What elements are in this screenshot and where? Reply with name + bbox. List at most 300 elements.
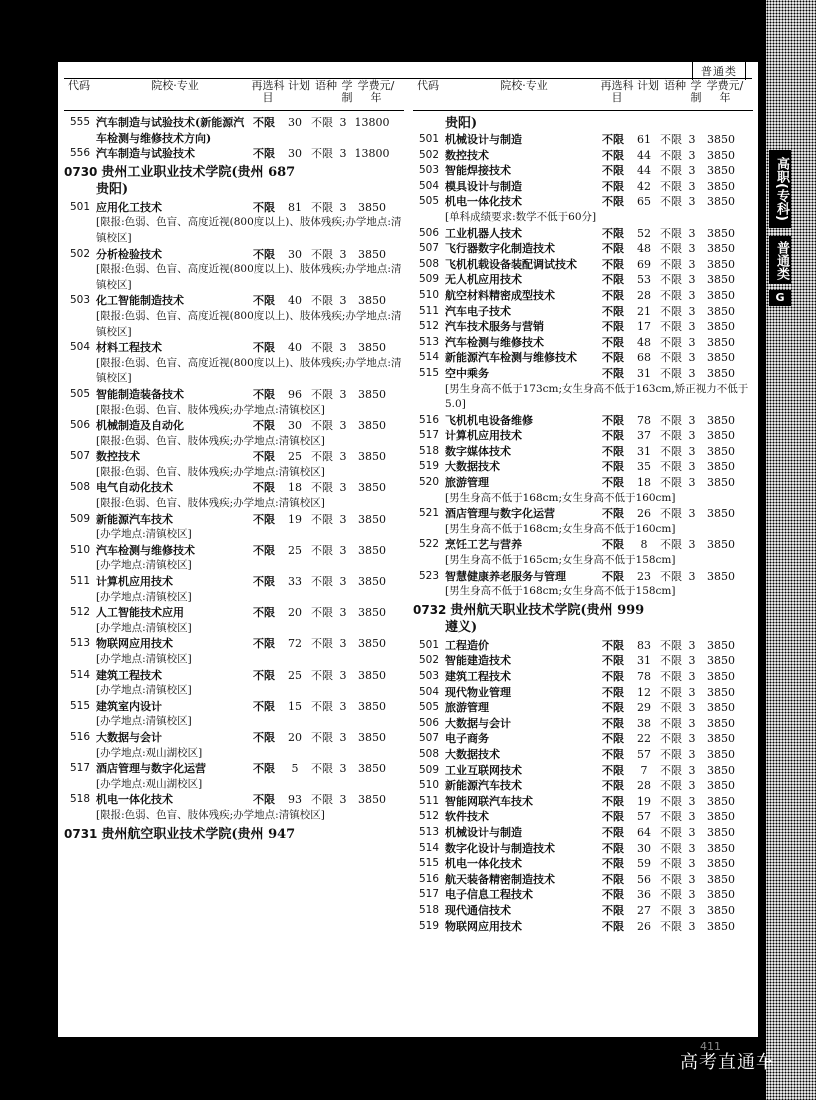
- major-code: 509: [418, 273, 439, 286]
- tuition-fee: 3850: [358, 341, 386, 355]
- subject-requirement: 不限: [253, 387, 275, 401]
- duration-years: 3: [688, 133, 696, 146]
- plan-count: 5: [291, 762, 299, 776]
- major-name: 智能建造技术: [445, 654, 511, 668]
- section-tab-vocational[interactable]: 高职(专科): [769, 150, 791, 228]
- school-name: 贵州工业职业技术学院(贵州: [101, 164, 264, 180]
- subject-requirement: 不限: [253, 730, 275, 744]
- major-code: 519: [418, 460, 439, 473]
- tuition-fee: 3850: [358, 512, 386, 526]
- requirement-note: [男生身高不低于168cm;女生身高不低于160cm]: [445, 491, 676, 504]
- duration-years: 3: [688, 429, 696, 443]
- tuition-fee: 3850: [358, 637, 386, 651]
- major-code: 504: [69, 341, 90, 354]
- tuition-fee: 3850: [358, 606, 386, 620]
- plan-count: 83: [637, 638, 651, 652]
- major-name: 材料工程技术: [96, 341, 162, 355]
- subject-requirement: 不限: [602, 257, 624, 271]
- school-heading: [413, 602, 753, 636]
- major-code: 506: [418, 716, 439, 729]
- subject-requirement: 不限: [602, 903, 624, 917]
- language: 不限: [660, 654, 682, 668]
- subject-requirement: 不限: [602, 273, 624, 287]
- left-entries: [64, 115, 404, 843]
- table-row: [413, 653, 753, 669]
- table-row: [413, 272, 753, 288]
- major-code: 514: [418, 841, 439, 854]
- major-code: 514: [69, 668, 90, 681]
- tuition-fee: 3850: [358, 793, 386, 807]
- duration-years: 3: [688, 304, 696, 318]
- subject-requirement: 不限: [253, 341, 275, 355]
- language: 不限: [660, 320, 682, 334]
- plan-count: 12: [637, 685, 651, 699]
- major-code: 523: [418, 569, 439, 582]
- language: 不限: [660, 460, 682, 474]
- major-code: 511: [418, 304, 439, 317]
- requirement-note: [限报:色弱、色盲、肢体残疾;办学地点:清镇校区]: [96, 403, 325, 416]
- plan-count: 30: [288, 247, 302, 261]
- plan-count: 37: [637, 429, 651, 443]
- language: 不限: [660, 304, 682, 318]
- subject-requirement: 不限: [253, 575, 275, 589]
- school-heading-line: [413, 602, 753, 619]
- major-name: 现代物业管理: [445, 685, 511, 699]
- language: 不限: [660, 273, 682, 287]
- plan-count: 22: [637, 732, 651, 746]
- plan-count: 96: [288, 387, 302, 401]
- school-code: 0731: [64, 826, 98, 841]
- major-name: 机械设计与制造: [445, 133, 522, 146]
- subject-requirement: 不限: [253, 762, 275, 776]
- watermark: 高考直通车: [680, 1052, 775, 1073]
- tuition-fee: 3850: [707, 654, 735, 668]
- major-code: 516: [418, 872, 439, 885]
- language: 不限: [660, 919, 682, 933]
- table-row: [413, 903, 753, 919]
- major-name: 工业机器人技术: [445, 226, 522, 240]
- requirement-note: [办学地点:观山湖校区]: [96, 746, 203, 759]
- tuition-fee: 3850: [358, 543, 386, 557]
- major-code: 505: [69, 387, 90, 400]
- subject-requirement: 不限: [602, 242, 624, 256]
- tuition-fee: 13800: [354, 147, 390, 161]
- major-code: 517: [418, 888, 439, 901]
- subject-requirement: 不限: [253, 512, 275, 526]
- major-code: 512: [69, 606, 90, 619]
- subject-requirement: 不限: [602, 429, 624, 443]
- major-name: 智能焊接技术: [445, 164, 511, 178]
- plan-count: 69: [637, 257, 651, 271]
- major-code: 509: [418, 763, 439, 776]
- subject-requirement: 不限: [253, 147, 275, 161]
- major-name: 新能源汽车技术: [96, 512, 173, 526]
- duration-years: 3: [688, 716, 696, 730]
- tuition-fee: 3850: [358, 668, 386, 682]
- language: 不限: [660, 732, 682, 746]
- plan-count: 26: [637, 507, 651, 521]
- table-row: [413, 887, 753, 903]
- table-row: [64, 512, 404, 528]
- major-code: 503: [418, 670, 439, 682]
- language: 不限: [660, 763, 682, 777]
- table-row: [413, 148, 753, 164]
- duration-years: 3: [688, 507, 696, 521]
- subject-requirement: 不限: [602, 825, 624, 839]
- table-row: [64, 699, 404, 715]
- duration-years: 3: [339, 699, 347, 713]
- section-tab-general[interactable]: 普通类: [769, 236, 791, 284]
- column-header: [64, 80, 404, 111]
- major-name: 电子信息工程技术: [445, 888, 533, 902]
- major-code: 518: [69, 793, 90, 806]
- table-row: [413, 669, 753, 685]
- subject-requirement: 不限: [253, 450, 275, 464]
- plan-count: 40: [288, 294, 302, 308]
- table-row: [413, 537, 753, 553]
- subject-requirement: 不限: [602, 685, 624, 699]
- plan-count: 7: [640, 763, 648, 777]
- plan-count: 17: [637, 320, 651, 334]
- major-name: 机械制造及自动化: [96, 419, 184, 433]
- duration-years: 3: [688, 164, 696, 178]
- language: 不限: [660, 903, 682, 917]
- major-code: 514: [418, 351, 439, 364]
- table-row: [64, 200, 404, 216]
- duration-years: 3: [339, 294, 347, 308]
- tuition-fee: 3850: [707, 413, 735, 427]
- duration-years: 3: [339, 668, 347, 682]
- duration-years: 3: [339, 762, 347, 776]
- requirement-note: [限报:色弱、色盲、高度近视(800度以上)、肢体残疾;办学地点:清镇校区]: [96, 309, 402, 338]
- major-name: 旅游管理: [445, 701, 489, 715]
- major-name: 新能源汽车技术: [445, 779, 522, 793]
- requirement-note: [限报:色弱、色盲、肢体残疾;办学地点:清镇校区]: [96, 465, 325, 478]
- section-tab-letter[interactable]: G: [769, 290, 791, 306]
- subject-requirement: 不限: [602, 638, 624, 652]
- language: 不限: [660, 716, 682, 730]
- language: 不限: [660, 288, 682, 302]
- subject-requirement: 不限: [602, 654, 624, 668]
- header-subject: 再选科目: [251, 79, 285, 104]
- table-row: [64, 247, 404, 263]
- tuition-fee: 3850: [707, 164, 735, 178]
- major-name: 机电一体化技术: [445, 857, 522, 871]
- major-code: 511: [69, 575, 90, 588]
- tuition-fee: 3850: [707, 429, 735, 443]
- major-code: 509: [69, 512, 90, 525]
- major-name: 飞行器数字化制造技术: [445, 242, 555, 256]
- header-lang: 语种: [664, 79, 686, 92]
- plan-count: 78: [637, 413, 651, 427]
- language: 不限: [660, 685, 682, 699]
- subject-requirement: 不限: [253, 481, 275, 495]
- tuition-fee: 3850: [707, 179, 735, 193]
- tuition-fee: 3850: [707, 273, 735, 287]
- duration-years: 3: [688, 273, 696, 287]
- subject-requirement: 不限: [602, 670, 624, 683]
- requirement-note: [限报:色弱、色盲、肢体残疾;办学地点:清镇校区]: [96, 497, 325, 510]
- school-name: 贵州航天职业技术学院(贵州: [450, 602, 613, 618]
- major-code: 515: [418, 857, 439, 870]
- table-row: [413, 163, 753, 179]
- language: 不限: [660, 257, 682, 271]
- header-years: 学制: [341, 79, 353, 104]
- language: 不限: [660, 747, 682, 761]
- tuition-fee: 3850: [358, 762, 386, 776]
- plan-count: 35: [637, 460, 651, 474]
- language: 不限: [660, 444, 682, 458]
- table-row: [64, 636, 404, 652]
- tuition-fee: 3850: [707, 304, 735, 318]
- duration-years: 3: [688, 794, 696, 808]
- table-row: [413, 569, 753, 585]
- requirement-note: [办学地点:清镇校区]: [96, 715, 192, 728]
- language: 不限: [660, 351, 682, 365]
- major-code: 515: [69, 699, 90, 712]
- language: 不限: [311, 730, 333, 744]
- plan-count: 25: [288, 450, 302, 464]
- tuition-fee: 3850: [358, 481, 386, 495]
- table-row: [413, 506, 753, 522]
- duration-years: 3: [688, 903, 696, 917]
- tuition-fee: 3850: [707, 444, 735, 458]
- major-name: 航天装备精密制造技术: [445, 872, 555, 886]
- school-name: 贵州航空职业技术学院(贵州: [101, 826, 264, 842]
- tuition-fee: 3850: [707, 148, 735, 162]
- school-code: 0730: [64, 164, 98, 179]
- tuition-fee: 3850: [707, 919, 735, 933]
- requirement-note: [限报:色弱、色盲、高度近视(800度以上)、肢体残疾;办学地点:清镇校区]: [96, 216, 402, 244]
- language: 不限: [660, 179, 682, 193]
- subject-requirement: 不限: [253, 294, 275, 308]
- major-name: 化工智能制造技术: [96, 294, 184, 308]
- major-name: 计算机应用技术: [445, 429, 522, 443]
- table-row: [64, 146, 404, 162]
- duration-years: 3: [688, 195, 696, 209]
- plan-count: 30: [288, 147, 302, 161]
- plan-count: 65: [637, 195, 651, 209]
- language: 不限: [311, 512, 333, 526]
- school-heading-line: [64, 826, 404, 843]
- major-name: 飞机机载设备装配调试技术: [445, 257, 577, 271]
- major-name: 建筑室内设计: [96, 699, 162, 713]
- major-name: 数字媒体技术: [445, 444, 511, 458]
- document-page: [58, 62, 758, 1037]
- tuition-fee: 3850: [707, 257, 735, 271]
- major-name: 大数据与会计: [96, 730, 162, 744]
- plan-count: 19: [637, 794, 651, 808]
- school-heading: [64, 826, 404, 843]
- subject-requirement: 不限: [602, 794, 624, 808]
- major-code: 513: [418, 825, 439, 838]
- header-name: 院校·专业: [151, 79, 199, 92]
- major-name: 旅游管理: [445, 476, 489, 490]
- tuition-fee: 3850: [707, 670, 735, 683]
- tuition-fee: 3850: [358, 699, 386, 713]
- tuition-fee: 3850: [707, 320, 735, 334]
- plan-count: 48: [637, 335, 651, 349]
- plan-count: 30: [288, 419, 302, 433]
- plan-count: 21: [637, 304, 651, 318]
- major-code: 519: [418, 919, 439, 932]
- plan-count: 93: [288, 793, 302, 807]
- plan-count: 56: [637, 872, 651, 886]
- duration-years: 3: [688, 747, 696, 761]
- table-row: [413, 304, 753, 320]
- language: 不限: [660, 841, 682, 855]
- plan-count: 28: [637, 779, 651, 793]
- major-name: 酒店管理与数字化运营: [445, 507, 555, 521]
- major-code: 522: [418, 538, 439, 551]
- plan-count: 52: [637, 226, 651, 240]
- major-name: 人工智能技术应用: [96, 606, 184, 620]
- major-code: 513: [69, 637, 90, 650]
- language: 不限: [311, 294, 333, 308]
- language: 不限: [660, 366, 682, 380]
- major-name: 智能网联汽车技术: [445, 794, 533, 808]
- header-code: 代码: [417, 79, 439, 92]
- tuition-fee: 3850: [707, 857, 735, 871]
- duration-years: 3: [688, 366, 696, 380]
- requirement-note: [办学地点:清镇校区]: [96, 559, 192, 572]
- plan-count: 44: [637, 164, 651, 178]
- language: 不限: [660, 335, 682, 349]
- major-name: 智能制造装备技术: [96, 387, 184, 401]
- major-name: 机电一体化技术: [96, 793, 173, 807]
- major-code: 510: [69, 543, 90, 556]
- language: 不限: [660, 872, 682, 886]
- plan-count: 25: [288, 668, 302, 682]
- language: 不限: [660, 810, 682, 824]
- duration-years: 3: [339, 419, 347, 433]
- requirement-note: [男生身高不低于173cm;女生身高不低于163cm,矫正视力不低于5.0]: [445, 382, 749, 411]
- duration-years: 3: [688, 888, 696, 902]
- plan-count: 38: [637, 716, 651, 730]
- subject-requirement: 不限: [602, 747, 624, 761]
- left-column: [64, 80, 404, 845]
- tuition-fee: 3850: [358, 294, 386, 308]
- page-number: 411: [700, 1040, 721, 1053]
- plan-count: 20: [288, 606, 302, 620]
- subject-requirement: 不限: [602, 732, 624, 746]
- major-code: 508: [69, 481, 90, 494]
- plan-count: 31: [637, 366, 651, 380]
- major-name: 飞机机电设备维修: [445, 413, 533, 427]
- language: 不限: [660, 507, 682, 521]
- duration-years: 3: [688, 670, 696, 683]
- duration-years: 3: [688, 810, 696, 824]
- language: 不限: [660, 242, 682, 256]
- requirement-note: [办学地点:清镇校区]: [96, 621, 192, 634]
- plan-count: 23: [637, 569, 651, 583]
- duration-years: 3: [688, 413, 696, 427]
- major-code: 515: [418, 366, 439, 379]
- major-name: 汽车检测与维修技术: [96, 543, 195, 557]
- tuition-fee: 3850: [707, 872, 735, 886]
- subject-requirement: 不限: [602, 133, 624, 146]
- header-fee: 学费元/年: [357, 79, 395, 104]
- major-code: 516: [69, 730, 90, 743]
- table-row: [64, 449, 404, 465]
- major-name: 汽车检测与维修技术: [445, 335, 544, 349]
- table-row: [413, 778, 753, 794]
- subject-requirement: 不限: [602, 179, 624, 193]
- major-name: 建筑工程技术: [96, 668, 162, 682]
- subject-requirement: 不限: [253, 637, 275, 651]
- table-row: [413, 241, 753, 257]
- major-code: 507: [418, 242, 439, 255]
- duration-years: 3: [688, 732, 696, 746]
- tuition-fee: 3850: [707, 794, 735, 808]
- requirement-note: [限报:色弱、色盲、高度近视(800度以上)、肢体残疾;办学地点:清镇校区]: [96, 356, 402, 385]
- table-row: [413, 763, 753, 779]
- table-row: [413, 794, 753, 810]
- tuition-fee: 3850: [707, 747, 735, 761]
- major-name: 空中乘务: [445, 366, 489, 380]
- duration-years: 3: [339, 387, 347, 401]
- plan-count: 81: [288, 200, 302, 214]
- table-row: [64, 418, 404, 434]
- major-name: 酒店管理与数字化运营: [96, 762, 206, 776]
- subject-requirement: 不限: [602, 476, 624, 490]
- language: 不限: [311, 793, 333, 807]
- table-row: [413, 638, 753, 654]
- table-row: [413, 319, 753, 335]
- school-name-continued: 贵阳): [96, 181, 129, 197]
- header-plan: 计划: [288, 79, 310, 92]
- tuition-fee: 3850: [358, 450, 386, 464]
- plan-count: 42: [637, 179, 651, 193]
- table-row: [413, 194, 753, 210]
- language: 不限: [660, 825, 682, 839]
- subject-requirement: 不限: [602, 507, 624, 521]
- language: 不限: [311, 762, 333, 776]
- table-row: [64, 293, 404, 309]
- school-code: 0732: [413, 602, 447, 617]
- plan-count: 53: [637, 273, 651, 287]
- column-header: [413, 80, 753, 111]
- major-name: 大数据与会计: [445, 716, 511, 730]
- major-name: 应用化工技术: [96, 200, 162, 214]
- subject-requirement: 不限: [602, 288, 624, 302]
- language: 不限: [311, 200, 333, 214]
- subject-requirement: 不限: [602, 413, 624, 427]
- table-row: [64, 480, 404, 496]
- major-name: 现代通信技术: [445, 903, 511, 917]
- tuition-fee: 3850: [707, 569, 735, 583]
- language: 不限: [660, 226, 682, 240]
- duration-years: 3: [688, 569, 696, 583]
- language: 不限: [311, 116, 333, 129]
- tuition-fee: 3850: [358, 730, 386, 744]
- major-code: 502: [418, 654, 439, 667]
- major-code: 520: [418, 476, 439, 489]
- major-code: 501: [418, 638, 439, 651]
- subject-requirement: 不限: [602, 366, 624, 380]
- subject-requirement: 不限: [602, 226, 624, 240]
- plan-count: 31: [637, 444, 651, 458]
- table-row: [413, 856, 753, 872]
- table-row: [413, 825, 753, 841]
- plan-count: 15: [288, 699, 302, 713]
- duration-years: 3: [339, 793, 347, 807]
- requirement-note: [办学地点:清镇校区]: [96, 653, 192, 665]
- major-code: 507: [69, 450, 90, 463]
- table-row: [413, 747, 753, 763]
- plan-count: 25: [288, 543, 302, 557]
- running-head: 普通类: [692, 62, 746, 80]
